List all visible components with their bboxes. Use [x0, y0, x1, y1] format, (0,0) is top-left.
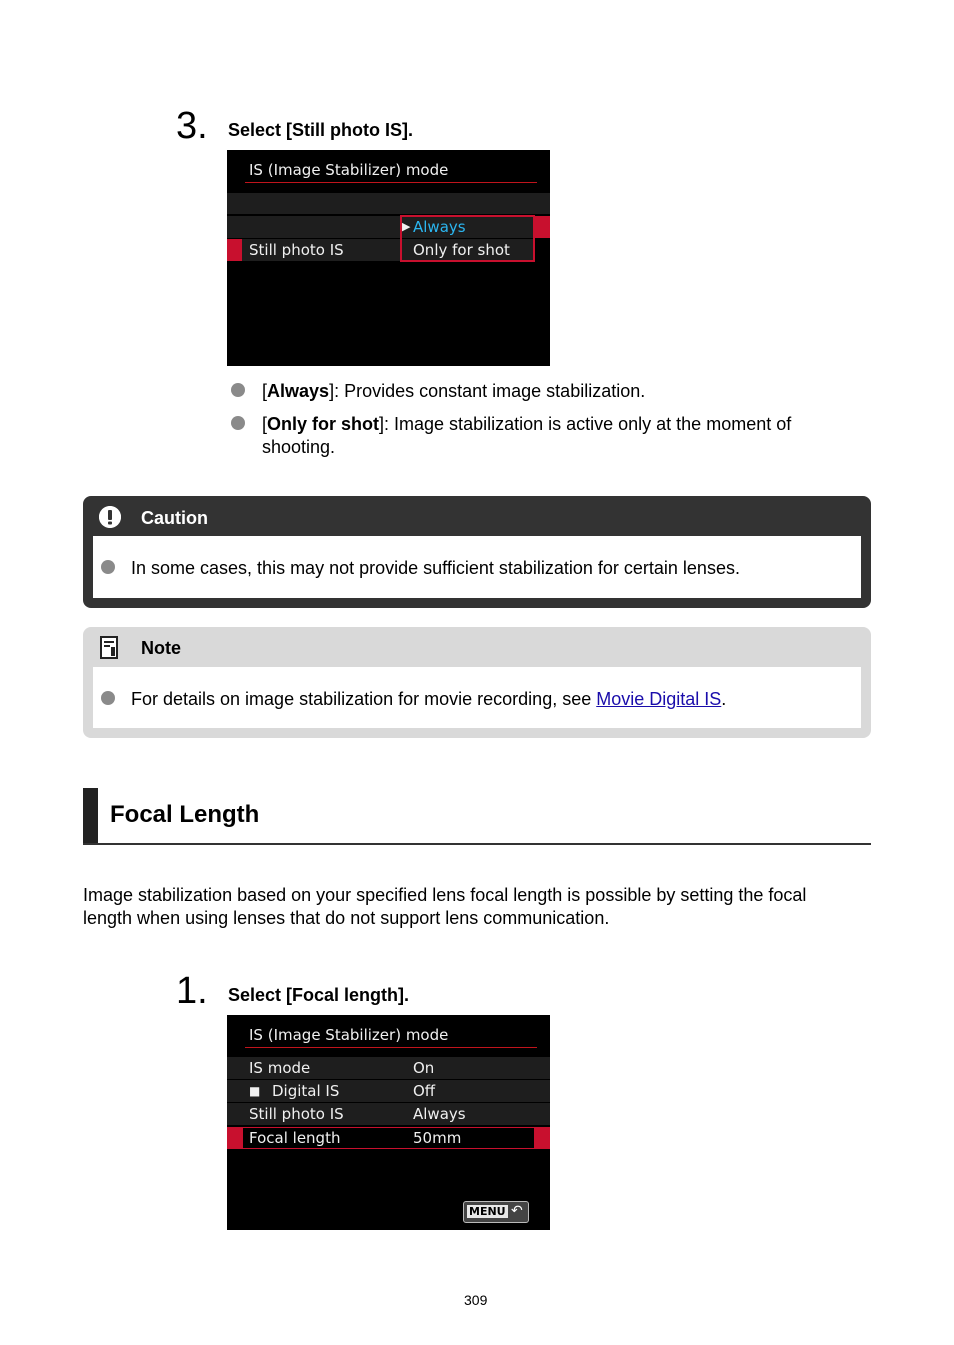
bullet-bold: Only for shot — [267, 414, 380, 434]
menu-back-button[interactable] — [463, 1201, 529, 1223]
step-title: Select [Still photo IS]. — [228, 120, 414, 140]
bullet-item-always: [Always]: Provides constant image stabilization. — [262, 381, 646, 401]
note-item-text: For details on image stabilization for movie recording, see — [131, 689, 597, 709]
bullet-dot — [231, 383, 245, 397]
screen-title: IS (Image Stabilizer) mode — [249, 1026, 449, 1044]
step-number: 3. — [176, 105, 208, 147]
note-item-suffix: . — [721, 689, 727, 709]
caution-item: In some cases, this may not provide sufficient stabilization for certain lenses. — [131, 558, 740, 578]
page-number: 309 — [464, 1292, 488, 1308]
section-heading-rule — [83, 843, 871, 845]
paragraph-line: length when using lenses that do not support lens communication. — [83, 908, 610, 928]
note-box — [83, 627, 871, 738]
row-label: Focal length — [249, 1129, 341, 1147]
caution-title: Caution — [141, 508, 208, 528]
screen-title-rule — [245, 182, 537, 183]
row-label: IS mode — [249, 1059, 311, 1077]
selected-row-bar — [227, 1127, 242, 1149]
section-title: Focal Length — [110, 801, 260, 828]
step-number: 1. — [176, 970, 208, 1012]
section-paragraph — [83, 884, 883, 930]
note-content — [93, 667, 861, 728]
bullet-item-only-for-shot: [Only for shot]: Image stabilization is active only at the moment of shooting. — [262, 414, 792, 457]
bullet-dot — [101, 560, 115, 574]
option-only-for-shot[interactable]: Only for shot — [413, 241, 510, 259]
bullet-text: : Provides constant image stabilization. — [334, 381, 646, 401]
bullet-text-continued: shooting. — [262, 437, 336, 457]
row-value: On — [413, 1059, 435, 1077]
row-value: Off — [413, 1082, 436, 1100]
step-title: Select [Focal length]. — [228, 985, 410, 1005]
bullet-dot — [101, 691, 115, 705]
movie-icon: ■ — [249, 1084, 261, 1098]
section-heading-bar — [83, 788, 98, 844]
caution-icon — [99, 506, 121, 528]
row-label: Still photo IS — [249, 241, 344, 259]
caution-box — [83, 496, 871, 608]
return-arrow-icon: ↶ — [511, 1203, 523, 1219]
row-value: 50mm — [413, 1129, 462, 1147]
screen-title: IS (Image Stabilizer) mode — [249, 161, 449, 179]
row-value: Always — [413, 1105, 466, 1123]
note-item — [131, 688, 726, 711]
option-always[interactable]: Always — [413, 218, 466, 236]
paragraph-line: Image stabilization based on your specified lens focal length is possible by setting the focal — [83, 885, 807, 905]
screen-title-rule — [245, 1047, 537, 1048]
movie-digital-is-link[interactable]: Movie Digital IS — [596, 689, 722, 709]
selected-row-bar — [227, 239, 242, 261]
selected-row-bar-right — [535, 1127, 550, 1149]
row-label: Still photo IS — [249, 1105, 344, 1123]
bullet-text: : Image stabilization is active only at the moment of — [384, 414, 792, 434]
row-label: Digital IS — [272, 1082, 340, 1100]
screen-row-blank — [227, 193, 550, 214]
note-icon — [100, 636, 120, 665]
note-title: Note — [141, 638, 181, 658]
camera-screen-still-photo-is — [227, 150, 550, 366]
camera-screen-focal-length — [227, 1015, 550, 1230]
caution-content — [93, 536, 861, 598]
bullet-dot — [231, 416, 245, 430]
bullet-bold: Always — [267, 381, 330, 401]
selected-row-bar-right — [535, 216, 550, 238]
menu-label: MENU — [469, 1205, 506, 1218]
option-selected-marker: ▶ — [402, 220, 411, 233]
